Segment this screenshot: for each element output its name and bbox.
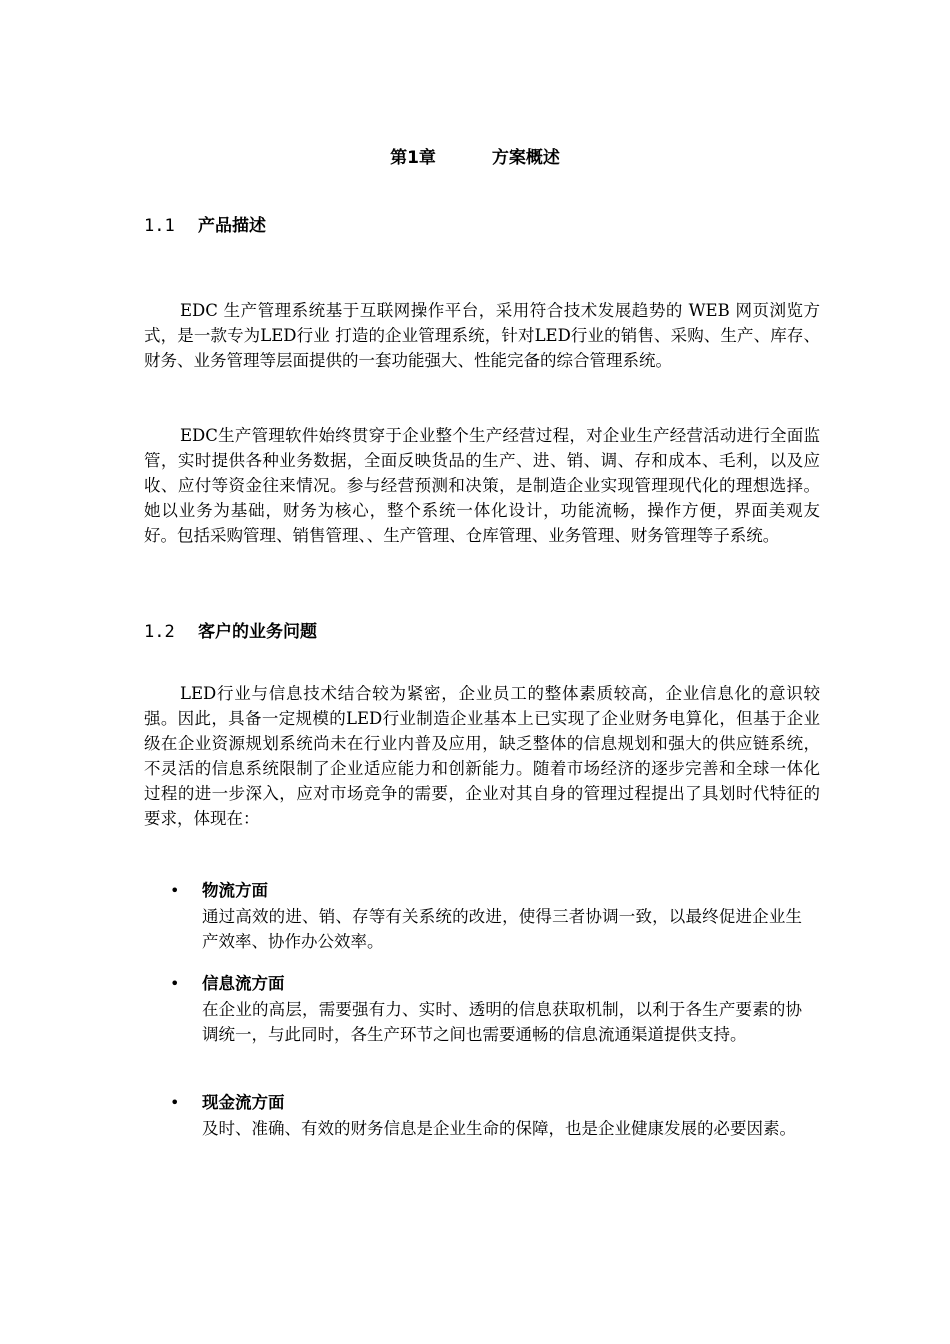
paragraph-business-problem: LED行业与信息技术结合较为紧密，企业员工的整体素质较高，企业信息化的意识较强。因此，具备一定规模的LED行业制造企业基本上已实现了企业财务电算化，但基于企业级在企业资源规划系统尚未在行业内普及应用，缺乏整体的信息规划和强大的供应链系统，不灵活的信息系统限制了企业适应能力和创新能力。随着市场经济的逐步完善和全球一体化过程的进一步深入，应对市场竞争的需要，企业对其自身的管理过程提出了具划时代特征的要求，体现在： <box>144 684 820 828</box>
section-number: 1.1 <box>144 216 175 236</box>
section-number: 1.2 <box>144 622 175 642</box>
bullet-dot-icon: • <box>170 974 180 993</box>
section-title: 产品描述 <box>198 216 266 236</box>
bullet-text: 在企业的高层，需要强有力、实时、透明的信息获取机制，以利于各生产要素的协调统一，与此同时，各生产环节之间也需要通畅的信息流通渠道提供支持。 <box>202 1000 802 1044</box>
chapter-name: 方案概述 <box>491 148 560 168</box>
section-heading-1-1 <box>144 214 266 238</box>
chapter-number: 第1章 <box>390 148 436 168</box>
bullet-dot-icon: • <box>170 1093 180 1112</box>
section-title: 客户的业务问题 <box>198 622 317 642</box>
bullet-dot-icon: • <box>170 881 180 900</box>
bullet-text: 通过高效的进、销、存等有关系统的改进，使得三者协调一致，以最终促进企业生产效率、协作办公效率。 <box>202 907 802 951</box>
bullet-text: 及时、准确、有效的财务信息是企业生命的保障，也是企业健康发展的必要因素。 <box>202 1119 796 1138</box>
paragraph-product-detail: EDC生产管理软件始终贯穿于企业整个生产经营过程，对企业生产经营活动进行全面监管，实时提供各种业务数据，全面反映货品的生产、进、销、调、存和成本、毛利，以及应收、应付等资金往来情况。参与经营预测和决策，是制造企业实现管理现代化的理想选择。她以业务为基础，财务为核心，整个系统一体化设计，功能流畅，操作方便，界面美观友好。包括采购管理、销售管理、、生产管理、仓库管理、业务管理、财务管理等子系统。 <box>144 426 820 545</box>
paragraph-product-intro: EDC 生产管理系统基于互联网操作平台，采用符合技术发展趋势的 WEB 网页浏览方式，是一款专为LED行业 打造的企业管理系统，针对LED行业的销售、采购、生产、库存、财务、业务管理等层面提供的一套功能强大、性能完备的综合管理系统。 <box>144 301 820 370</box>
bullet-title: 物流方面 <box>202 881 268 900</box>
bullet-title: 信息流方面 <box>202 974 285 993</box>
chapter-title <box>0 146 950 170</box>
bullet-title: 现金流方面 <box>202 1093 285 1112</box>
section-heading-1-2 <box>144 620 317 644</box>
